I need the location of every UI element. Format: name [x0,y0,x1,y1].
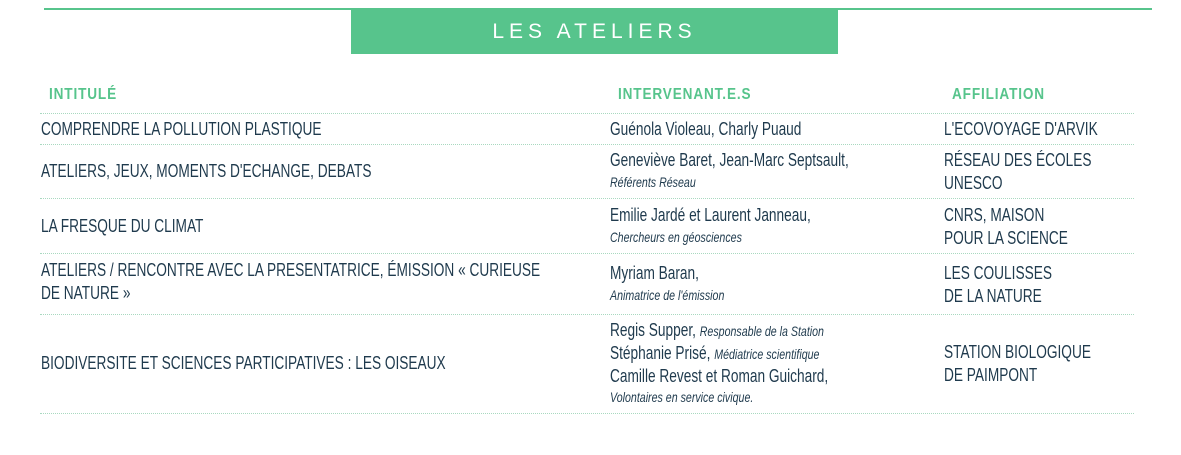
row-intitule [41,118,322,141]
affiliation-line: POUR LA SCIENCE [944,228,1068,248]
intervenant-names: Myriam Baran, [610,263,699,283]
row-intervenants [610,204,811,247]
intervenant-role: Référents Réseau [610,174,696,190]
intervenant-line [610,319,828,342]
row-affiliation [944,341,1091,387]
header-intervenants: INTERVENANT.E.S [618,86,752,103]
affiliation-line: CNRS, MAISON [944,205,1045,225]
affiliation-line: LES COULISSES [944,263,1052,283]
row-divider [40,198,1134,199]
row-intitule [41,215,203,238]
row-divider [40,314,1134,315]
row-affiliation [944,204,1068,250]
row-intervenants [610,149,849,192]
intitule-line: ATELIERS / RENCONTRE AVEC LA PRESENTATRICE, ÉMISSION « CURIEUSE [41,260,541,280]
row-intitule [41,352,446,375]
section-banner [351,10,838,54]
header-intitule: INTITULÉ [49,86,117,103]
intitule-line: DE NATURE » [41,283,131,303]
affiliation-line: UNESCO [944,173,1003,193]
row-affiliation [944,118,1098,141]
intervenant-names: Emilie Jardé et Laurent Janneau, [610,205,811,225]
row-intervenants [610,262,724,305]
intervenant-names: Guénola Violeau, Charly Puaud [610,119,802,139]
intervenant-line [610,342,828,365]
row-divider [40,253,1134,254]
row-intervenants [610,118,801,141]
affiliation-line: DE PAIMPONT [944,365,1038,385]
intervenant-role: Chercheurs en géosciences [610,229,742,245]
intervenant-role: Volontaires en service civique. [610,389,754,405]
section-title: LES ATELIERS [492,20,697,43]
intervenant-name: Camille Revest et Roman Guichard, [610,366,829,386]
row-affiliation [944,262,1052,308]
row-affiliation [944,149,1091,195]
intervenant-role: Responsable de la Station [699,323,824,339]
row-divider [40,113,1134,114]
header-affiliation: AFFILIATION [952,86,1045,103]
affiliation-line: L'ECOVOYAGE D'ARVIK [944,119,1098,139]
row-intitule [41,160,371,183]
intervenant-names: Geneviève Baret, Jean-Marc Septsault, [610,150,849,170]
affiliation-line: DE LA NATURE [944,286,1042,306]
intervenant-line [610,365,828,387]
intervenant-name: Regis Supper, [610,320,696,340]
intitule-line: LA FRESQUE DU CLIMAT [41,216,204,236]
row-intitule [41,259,540,305]
row-intervenants [610,319,828,407]
intitule-line: COMPRENDRE LA POLLUTION PLASTIQUE [41,119,322,139]
affiliation-line: RÉSEAU DES ÉCOLES [944,150,1092,170]
intervenant-role: Animatrice de l'émission [610,287,725,303]
row-divider [40,144,1134,145]
intervenant-role: Médiatrice scientifique [714,346,820,362]
intitule-line: ATELIERS, JEUX, MOMENTS D'ECHANGE, DEBATS [41,161,372,181]
intitule-line: BIODIVERSITE ET SCIENCES PARTICIPATIVES : LES OISEAUX [41,353,446,373]
intervenant-name: Stéphanie Prisé, [610,343,711,363]
affiliation-line: STATION BIOLOGIQUE [944,342,1091,362]
row-divider [40,413,1134,414]
